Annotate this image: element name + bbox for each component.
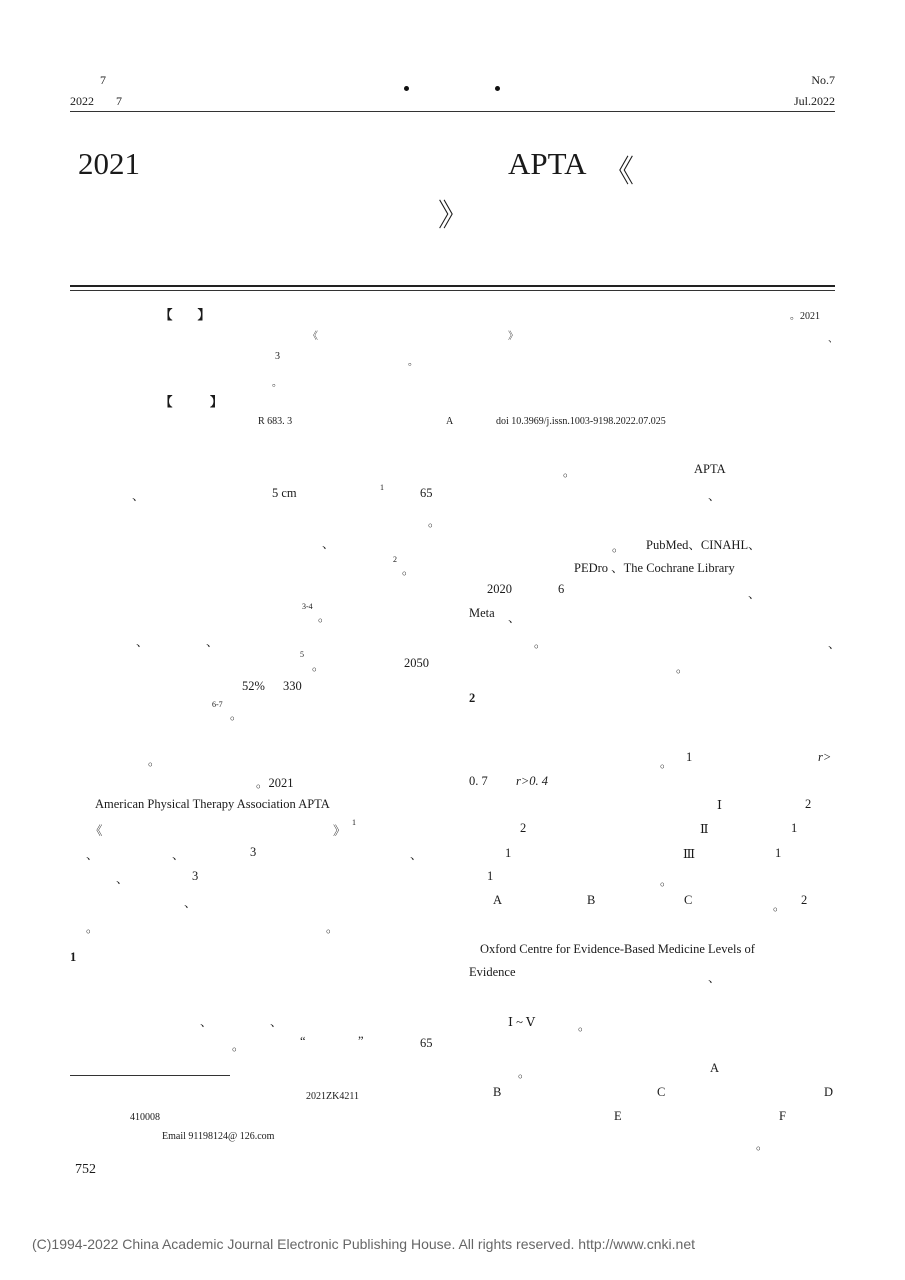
- journal-month: 7: [116, 94, 122, 108]
- title-year: 2021: [78, 146, 140, 181]
- grade-label: A: [710, 1061, 720, 1075]
- text-fragment: 2: [805, 797, 812, 811]
- journal-volume: 7: [100, 73, 106, 87]
- text-fragment: 《: [90, 824, 103, 838]
- text-fragment: 5 cm: [272, 486, 297, 500]
- text-fragment: 》: [333, 824, 346, 838]
- text-fragment: 1: [791, 821, 798, 835]
- text-fragment: 52%: [242, 679, 265, 693]
- apta-full-name: American Physical Therapy Association APTA: [95, 797, 330, 811]
- postcode: 410008: [130, 1112, 160, 1123]
- abstract-close-quote: 》: [508, 331, 518, 342]
- text-fragment: 。: [230, 708, 243, 722]
- text-fragment: 、: [828, 637, 841, 651]
- grant-number: 2021ZK4211: [306, 1091, 359, 1102]
- text-fragment: 、: [206, 635, 219, 649]
- grade-label: D: [824, 1085, 834, 1099]
- copyright-footer: (C)1994-2022 China Academic Journal Electronic Publishing House. All rights reserved. http://www.cnki.net: [32, 1236, 695, 1252]
- text-fragment: 。: [756, 1138, 769, 1152]
- text-fragment: 。: [518, 1066, 531, 1080]
- database-list-2: PEDro 、The Cochrane Library: [574, 561, 735, 575]
- text-fragment: 、: [708, 971, 721, 985]
- journal-year: 2022: [70, 94, 94, 108]
- text-fragment: 。: [318, 610, 331, 624]
- text-fragment: 2: [520, 821, 527, 835]
- title-org: APTA: [508, 146, 587, 181]
- text-fragment: 。: [660, 756, 673, 770]
- title-open-quote: 《: [603, 154, 634, 189]
- text-fragment: 、: [172, 848, 185, 862]
- abstract-year: 。2021: [790, 311, 820, 322]
- text-fragment: 3: [250, 845, 257, 859]
- text-fragment: 1: [487, 869, 494, 883]
- title-close-quote: 》: [438, 198, 469, 233]
- oxford-cebm: Oxford Centre for Evidence-Based Medicine Levels of: [480, 942, 755, 956]
- text-fragment: 。2021: [256, 776, 294, 790]
- text-fragment: A: [493, 893, 503, 907]
- doi: doi 10.3969/j.issn.1003-9198.2022.07.025: [496, 416, 666, 427]
- text-fragment: 、: [410, 848, 423, 862]
- text-fragment: 。: [86, 921, 99, 935]
- text-fragment: 。: [148, 754, 161, 768]
- text-fragment: 、: [136, 635, 149, 649]
- text-fragment: r>0. 4: [516, 774, 549, 788]
- text-fragment: 。: [612, 540, 625, 554]
- text-fragment: 0. 7: [469, 774, 488, 788]
- text-fragment: 。: [428, 515, 441, 529]
- text-fragment: 、: [322, 537, 335, 551]
- text-fragment: “: [300, 1034, 306, 1048]
- grade-label: E: [614, 1109, 622, 1123]
- journal-date: Jul.2022: [793, 94, 835, 108]
- grade-label: B: [493, 1085, 502, 1099]
- text-fragment: 。: [676, 661, 689, 675]
- page-number: 752: [75, 1162, 96, 1177]
- abstract-rule-bottom: [70, 290, 835, 291]
- text-fragment: 330: [283, 679, 302, 693]
- text-fragment: 。: [660, 874, 673, 888]
- text-fragment: 、: [508, 611, 521, 625]
- text-fragment: APTA: [694, 462, 726, 476]
- text-fragment: C: [684, 893, 693, 907]
- text-fragment: 、: [200, 1015, 213, 1029]
- document-code: A: [446, 416, 454, 427]
- text-fragment: Ⅲ: [683, 847, 696, 861]
- abstract-three: 3: [275, 351, 280, 362]
- text-fragment: 、: [132, 489, 145, 503]
- text-fragment: 。: [232, 1039, 245, 1053]
- citation-ref: 2: [393, 555, 397, 564]
- abstract-period: 。: [408, 357, 418, 368]
- citation-ref: 1: [352, 818, 356, 827]
- text-fragment: 。: [402, 563, 415, 577]
- citation-ref: 5: [300, 650, 304, 659]
- text-fragment: 。: [312, 659, 325, 673]
- abstract-rule-top: [70, 285, 835, 287]
- text-fragment: Ⅰ: [717, 798, 722, 812]
- text-fragment: 6: [558, 582, 565, 596]
- grade-label: F: [779, 1109, 786, 1123]
- section-2-heading: 2: [469, 691, 476, 705]
- journal-number: No.7: [811, 73, 835, 87]
- text-fragment: ”: [358, 1034, 364, 1048]
- text-fragment: 、: [184, 896, 197, 910]
- text-fragment: 。: [773, 899, 786, 913]
- text-fragment: 65: [420, 1036, 433, 1050]
- text-fragment: 2: [801, 893, 808, 907]
- text-fragment: 1: [775, 846, 782, 860]
- text-fragment: 、: [270, 1015, 283, 1029]
- header-rule: [70, 111, 835, 112]
- section-1-heading: 1: [70, 950, 77, 964]
- text-fragment: 、: [86, 848, 99, 862]
- text-fragment: 。: [578, 1019, 591, 1033]
- citation-ref: 6-7: [212, 700, 223, 709]
- abstract-open-quote: 《: [308, 331, 318, 342]
- text-fragment: r>: [818, 750, 832, 764]
- header-dot-left: [404, 86, 409, 91]
- abstract-period-2: 。: [272, 378, 282, 389]
- citation-ref: 1: [380, 483, 384, 492]
- text-fragment: 、: [116, 872, 129, 886]
- text-fragment: 。: [563, 465, 576, 479]
- evidence-levels: Ⅰ ~ Ⅴ: [508, 1015, 535, 1029]
- text-fragment: 。: [534, 636, 547, 650]
- keywords-label: 【 】: [160, 395, 223, 409]
- citation-ref: 3-4: [302, 602, 313, 611]
- text-fragment: 、: [708, 489, 721, 503]
- text-fragment: Meta: [469, 606, 495, 620]
- author-email: Email 91198124@ 126.com: [162, 1131, 275, 1142]
- grade-label: C: [657, 1085, 666, 1099]
- text-fragment: 2050: [404, 656, 429, 670]
- text-fragment: Ⅱ: [700, 822, 709, 836]
- abstract-comma: 、: [828, 334, 838, 345]
- database-list-1: PubMed、CINAHL、: [646, 538, 761, 552]
- text-fragment: B: [587, 893, 596, 907]
- text-fragment: 2020: [487, 582, 512, 596]
- abstract-label: 【 】: [160, 308, 211, 322]
- text-fragment: 。: [326, 921, 339, 935]
- text-fragment: 、: [748, 587, 761, 601]
- header-dot-right: [495, 86, 500, 91]
- text-fragment: 1: [686, 750, 693, 764]
- clc-number: R 683. 3: [258, 416, 293, 427]
- evidence-label: Evidence: [469, 965, 516, 979]
- text-fragment: 3: [192, 869, 199, 883]
- footnote-rule: [70, 1075, 230, 1076]
- text-fragment: 1: [505, 846, 512, 860]
- text-fragment: 65: [420, 486, 433, 500]
